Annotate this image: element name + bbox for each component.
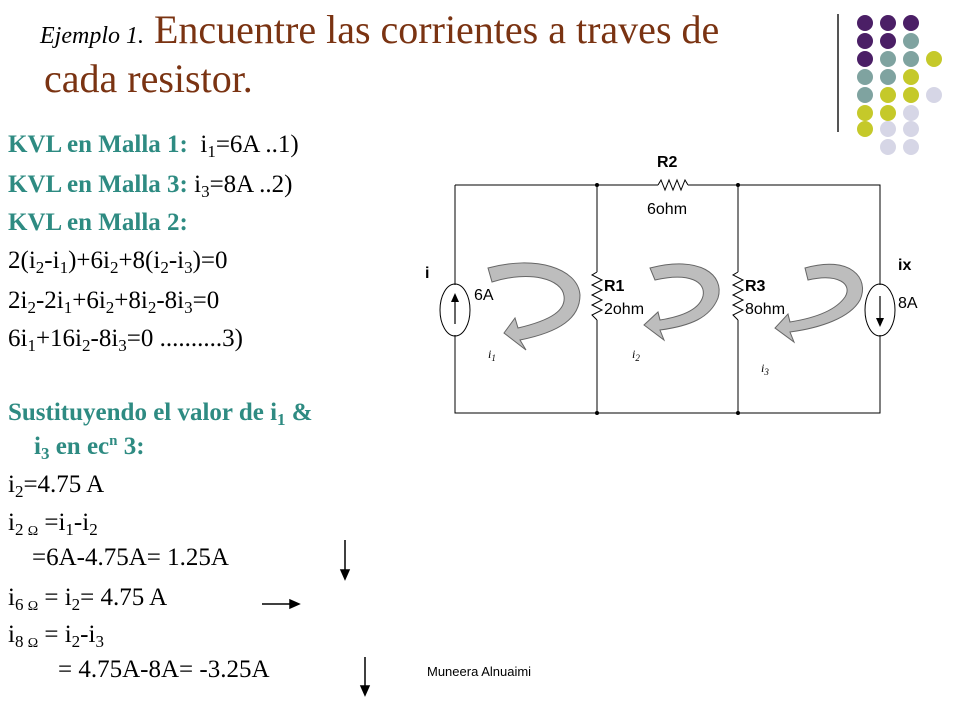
equation-line-1: $2(i_2-i_1)+6i_2+8(i_2-i_3)=0$ [8, 247, 228, 277]
r1-name: R1 [604, 278, 625, 295]
r3-value: 8ohm [745, 301, 786, 318]
i8ohm-line: $i_{8 \Omega} = i_2-i_3$ [8, 621, 104, 651]
substitution-ec: en ec [49, 433, 110, 460]
title-text: Encuentre las corrientes a traves de [143, 7, 720, 52]
kvl-mesh1-line: KVL en Malla 1: $i_1=6A$ ..1) [8, 131, 299, 161]
source-right-value: 8A [898, 295, 918, 312]
kvl-mesh3-line: KVL en Malla 3: $i_3=8A$ ..2) [8, 171, 293, 201]
i8ohm-value: = 4.75A-8A= -3.25A [58, 656, 270, 683]
result-i2: $i_2=4.75$ A [8, 471, 105, 501]
source-right-label: ix [898, 257, 912, 274]
i6ohm-line: $i_{6 \Omega} = i_2= 4.75$ A [8, 584, 168, 614]
kvl-mesh1-label: KVL en Malla 1: [8, 131, 188, 158]
slide-title-line2: cada resistor. [44, 56, 253, 101]
mesh-label-1: $i_1$ [488, 347, 496, 363]
substitution-i: i [34, 433, 41, 460]
title-prefix: Ejemplo 1. [40, 23, 144, 49]
equation-line-2: $2i_2-2i_1+6i_2+8i_2-8i_3=0$ [8, 287, 220, 317]
kvl-mesh3-label: KVL en Malla 3: [8, 171, 188, 198]
substitution-3: 3: [117, 433, 145, 460]
substitution-line2: $i_3$ en $ec^n$ 3: [34, 433, 145, 463]
r2-value: 6ohm [647, 201, 688, 218]
substitution-text: Sustituyendo el valor de i [8, 399, 278, 426]
source-left-label: i [425, 265, 430, 282]
kvl-mesh1-value: =6A ..1) [215, 131, 299, 158]
source-left-value: 6A [474, 287, 494, 304]
kvl-mesh2-label: KVL en Malla 2: [8, 209, 188, 236]
equation-line-3: $6i_1+16i_2-8i_3=0$ ..........3) [8, 325, 243, 355]
substitution-amp: & [285, 399, 313, 426]
mesh-label-3: $i_3$ [761, 361, 769, 377]
r1-value: 2ohm [604, 301, 645, 318]
r2-name: R2 [657, 154, 678, 171]
footer-author: Muneera Alnuaimi [427, 664, 532, 679]
r3-name: R3 [745, 278, 766, 295]
mesh-label-2: $i_2$ [632, 347, 640, 363]
i6ohm-value: = 4.75 A [80, 584, 168, 611]
substitution-line1: Sustituyendo el valor de $i_1$ & [8, 399, 313, 429]
kvl-mesh3-value: =8A ..2) [209, 171, 293, 198]
i2ohm-line: $i_{2 \Omega} =i_1-i_2$ [8, 509, 98, 539]
i2ohm-value: =6A-4.75A= 1.25A [32, 544, 229, 571]
result-i2-value: =4.75 A [23, 471, 105, 498]
i6ohm-eq: = i [44, 584, 72, 611]
